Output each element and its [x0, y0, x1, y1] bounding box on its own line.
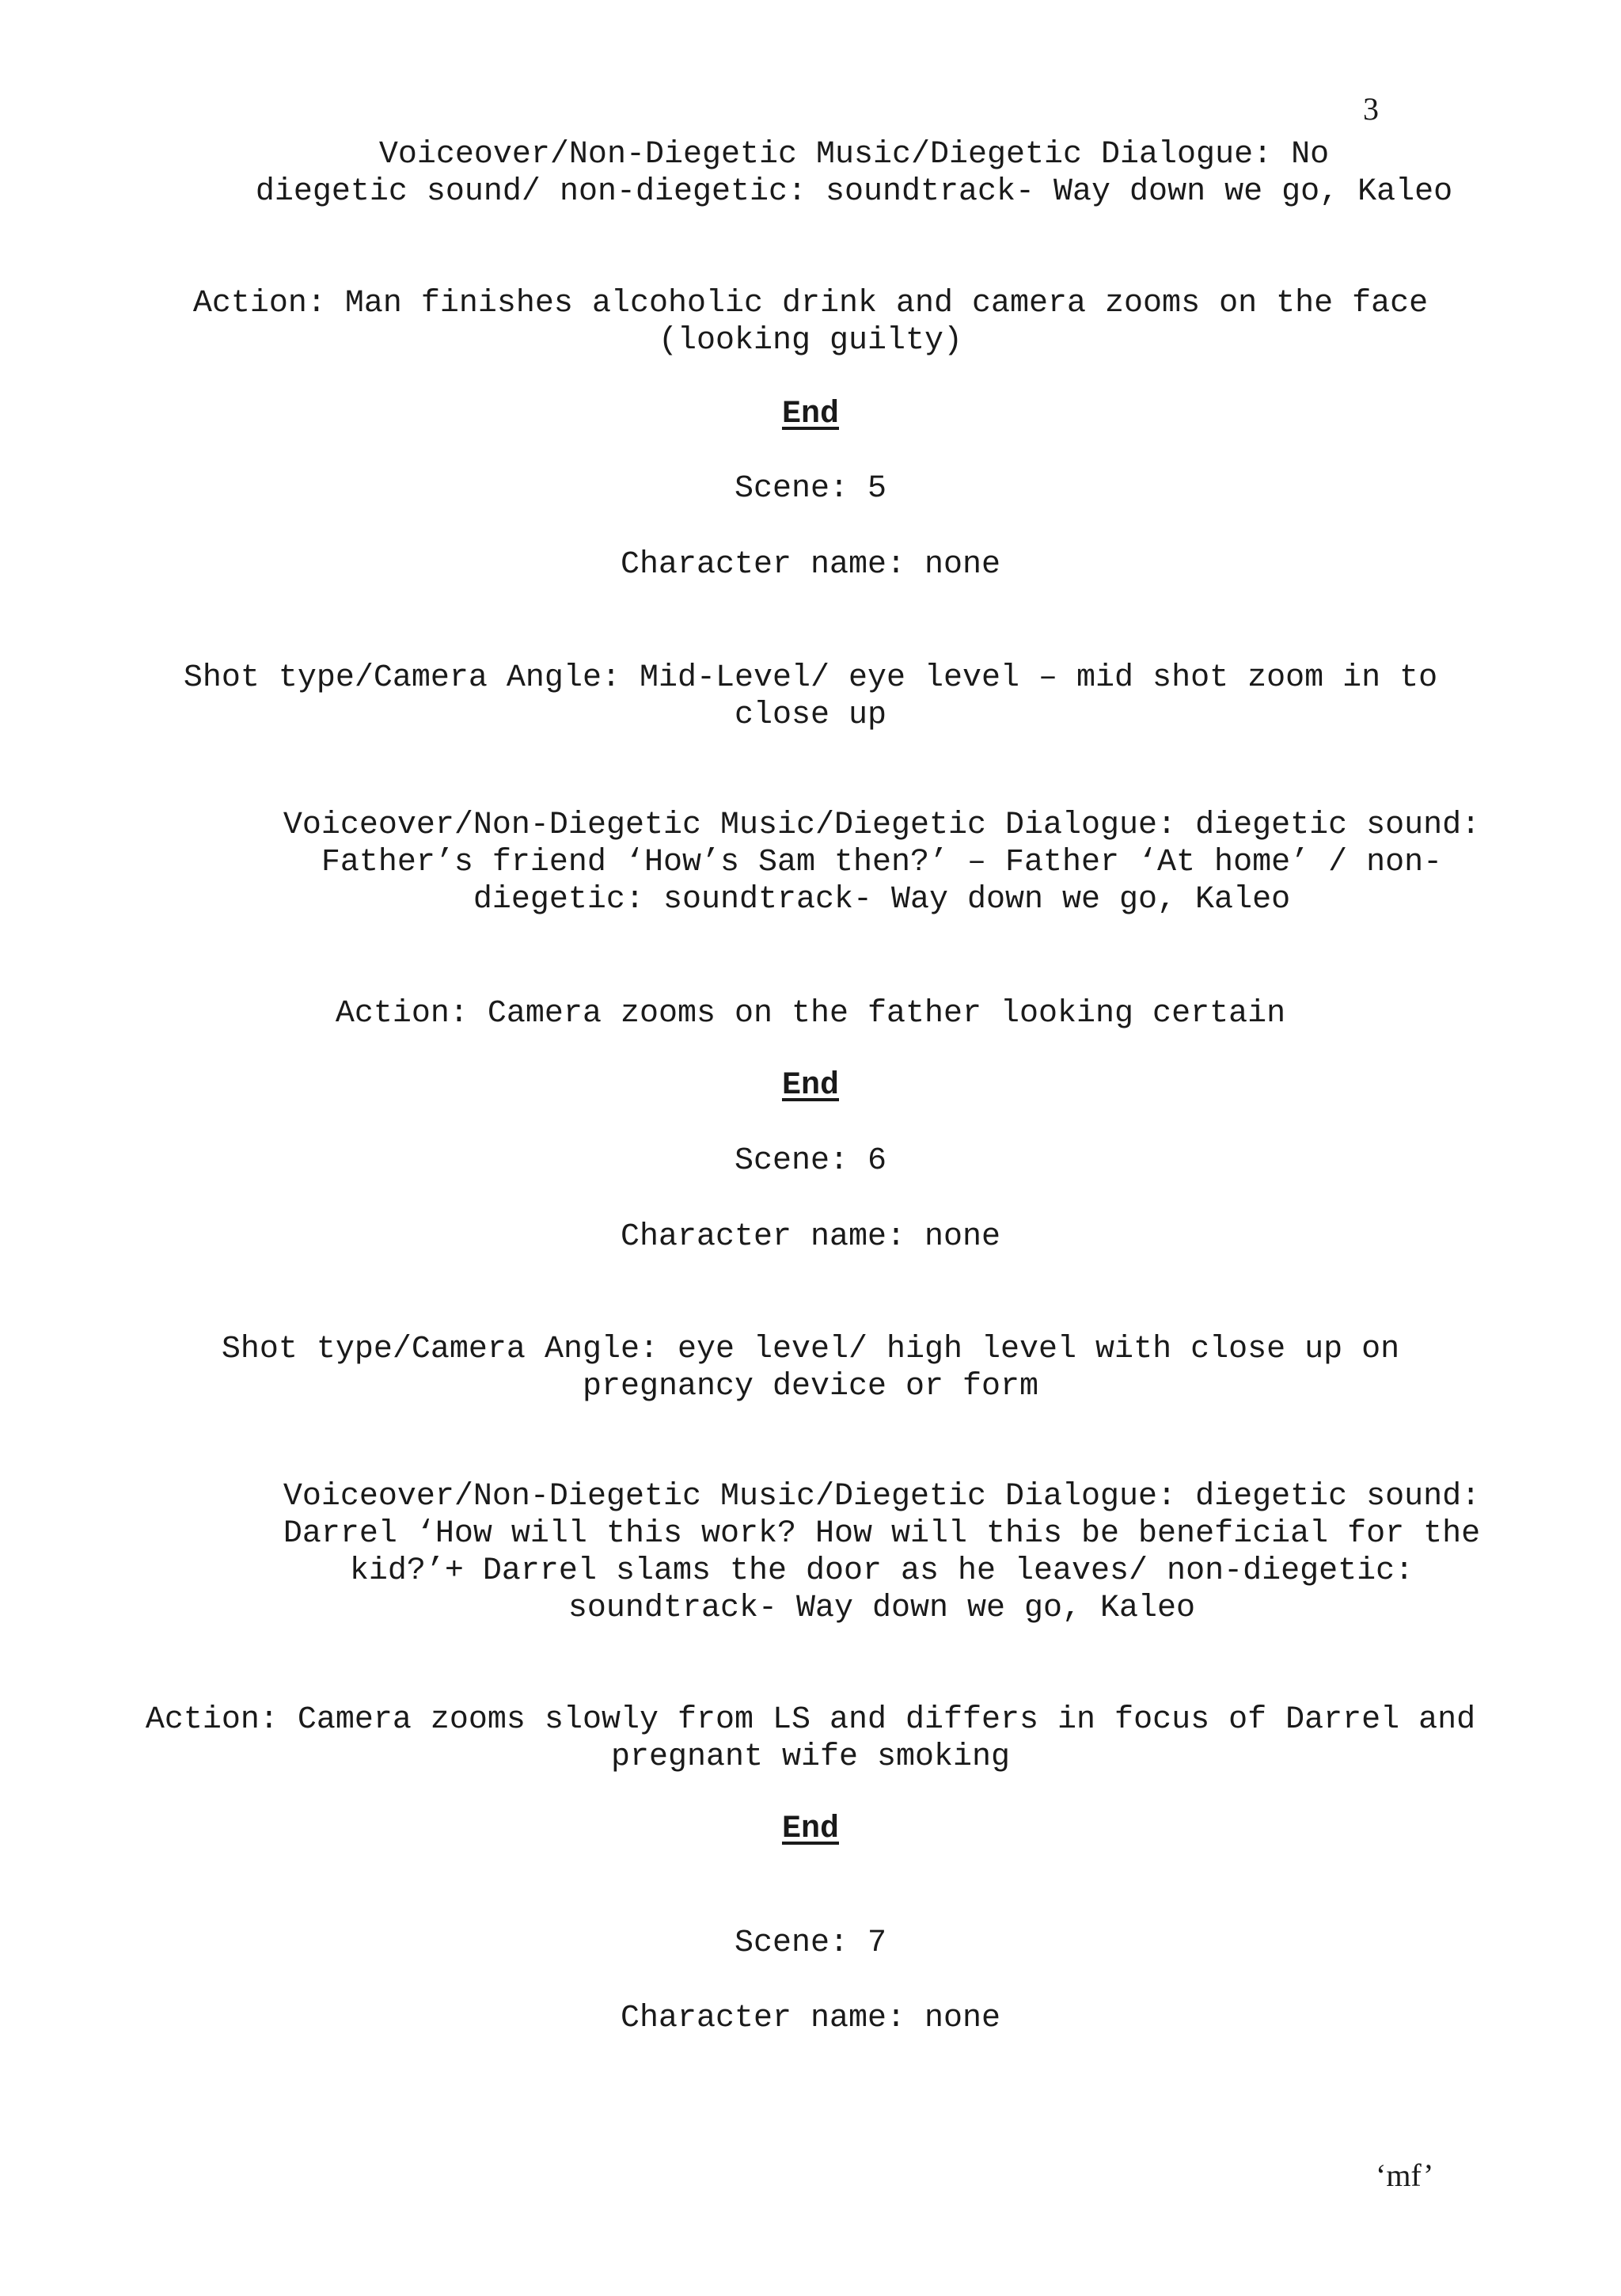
- character-name: Character name: none: [620, 1219, 1001, 1255]
- scene6-shot: [0, 1331, 1621, 1405]
- scene5-end-marker: [0, 1067, 1621, 1104]
- scene5-sound: [0, 807, 1621, 918]
- scene5-heading: [0, 470, 1621, 507]
- footer-initials: ‘mf’: [1376, 2157, 1434, 2193]
- scene7-character: [0, 2000, 1621, 2037]
- end-heading: End: [781, 397, 839, 432]
- sound-line: Voiceover/Non-Diegetic Music/Diegetic Dialogue: diegetic sound:: [283, 1479, 1481, 1515]
- scene4-action: [0, 285, 1621, 359]
- scene-number: Scene: 5: [734, 471, 887, 507]
- scene4-sound-line: Voiceover/Non-Diegetic Music/Diegetic Dialogue: No: [378, 137, 1330, 173]
- scene6-character: [0, 1218, 1621, 1256]
- scene-number: Scene: 6: [734, 1143, 887, 1179]
- scene4-action-line: Action: Man finishes alcoholic drink and camera zooms on the face: [192, 286, 1429, 321]
- scene4-sound: [0, 136, 1621, 211]
- scene6-heading: [0, 1142, 1621, 1180]
- end-heading: End: [781, 1811, 839, 1847]
- sound-line: diegetic: soundtrack- Way down we go, Kaleo: [473, 882, 1291, 918]
- scene6-sound: [0, 1478, 1621, 1627]
- action-line: pregnant wife smoking: [610, 1739, 1011, 1775]
- scene7-heading: [0, 1925, 1621, 1962]
- scene6-action: [0, 1701, 1621, 1776]
- scene5-character: [0, 546, 1621, 584]
- sound-line: kid?’+ Darrel slams the door as he leaves/ non-diegetic:: [349, 1553, 1414, 1589]
- sound-line: Darrel ‘How will this work? How will this be beneficial for the: [283, 1516, 1481, 1552]
- scene5-action: [0, 995, 1621, 1032]
- page-number: 3: [1363, 91, 1379, 127]
- sound-line: Father’s friend ‘How’s Sam then?’ – Father ‘At home’ / non-: [321, 845, 1443, 880]
- scene5-shot: [0, 660, 1621, 734]
- character-name: Character name: none: [620, 547, 1001, 583]
- shot-line: pregnancy device or form: [582, 1369, 1039, 1405]
- action-line: Action: Camera zooms slowly from LS and differs in focus of Darrel and: [145, 1702, 1476, 1738]
- scene4-action-line: (looking guilty): [658, 323, 963, 359]
- shot-line: close up: [734, 698, 887, 733]
- scene4-sound-line: diegetic sound/ non-diegetic: soundtrack- Way down we go, Kaleo: [255, 174, 1453, 210]
- scene-number: Scene: 7: [734, 1925, 887, 1961]
- sound-line: soundtrack- Way down we go, Kaleo: [568, 1591, 1196, 1626]
- scene6-end-marker: [0, 1811, 1621, 1848]
- end-heading: End: [781, 1068, 839, 1104]
- shot-line: Shot type/Camera Angle: Mid-Level/ eye level – mid shot zoom in to: [183, 660, 1438, 696]
- character-name: Character name: none: [620, 2001, 1001, 2036]
- sound-line: Voiceover/Non-Diegetic Music/Diegetic Dialogue: diegetic sound:: [283, 808, 1481, 843]
- shot-line: Shot type/Camera Angle: eye level/ high level with close up on: [221, 1332, 1400, 1367]
- scene4-end-marker: [0, 396, 1621, 433]
- action-line: Action: Camera zooms on the father looking certain: [335, 996, 1286, 1032]
